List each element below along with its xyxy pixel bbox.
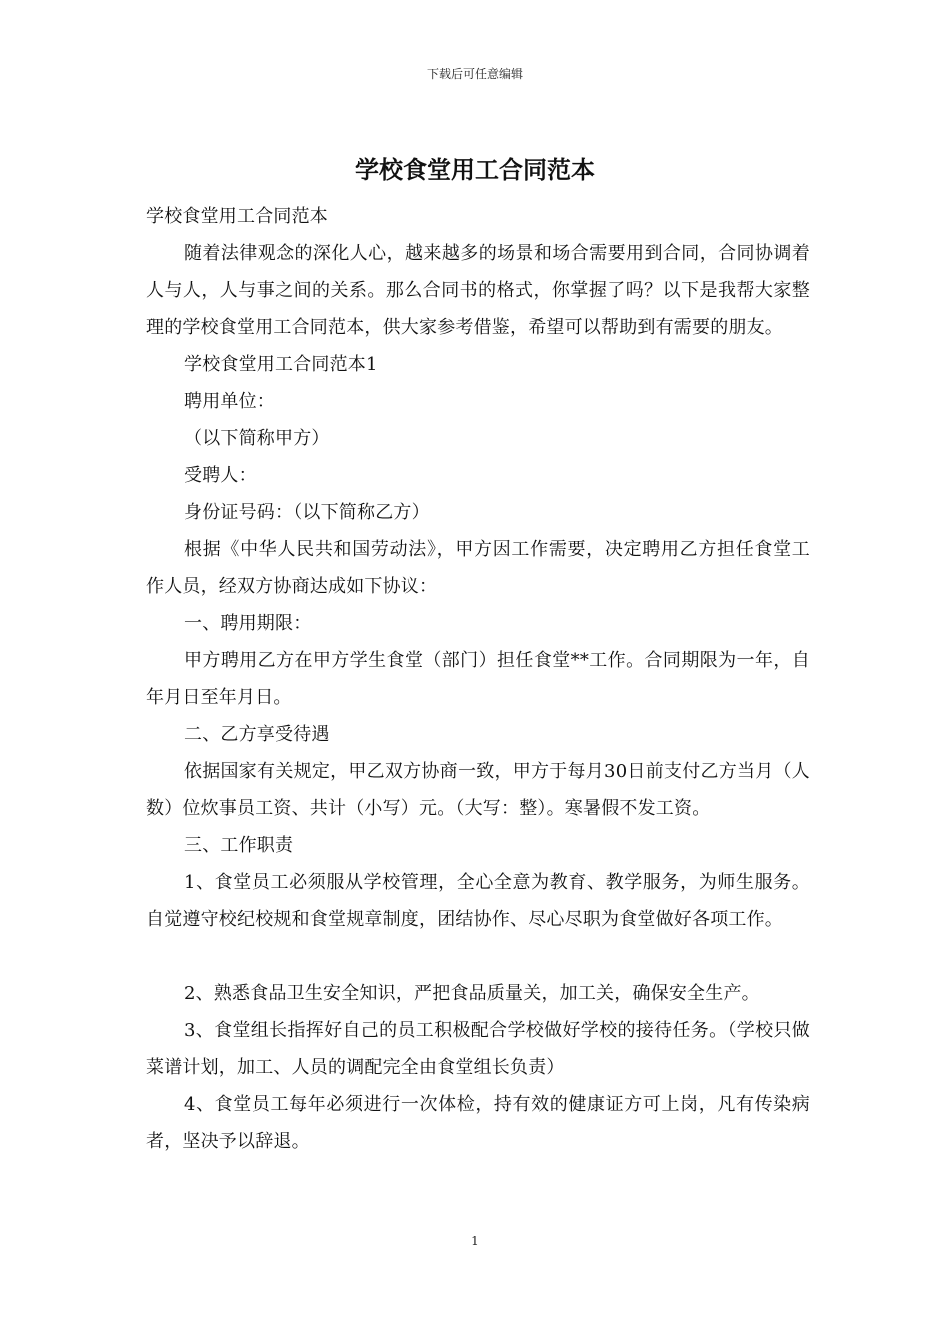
employer-field: 聘用单位： bbox=[184, 391, 275, 412]
document-body bbox=[146, 198, 810, 1160]
contract-heading: 学校食堂用工合同范本1 bbox=[184, 354, 378, 375]
document-title: 学校食堂用工合同范本 bbox=[355, 155, 595, 184]
blank-line bbox=[146, 938, 810, 975]
page-number: 1 bbox=[471, 1234, 479, 1248]
duty-item-1: 1、食堂员工必须服从学校管理，全心全意为教育、教学服务，为师生服务。自觉遵守校纪校规和食堂规章制度，团结协作、尽心尽职为食堂做好各项工作。 bbox=[146, 872, 810, 930]
employee-field: 受聘人： bbox=[184, 465, 257, 486]
duty-item-3: 3、食堂组长指挥好自己的员工积极配合学校做好学校的接待任务。（学校只做菜谱计划，加工、人员的调配完全由食堂组长负责） bbox=[146, 1020, 810, 1078]
subtitle-line: 学校食堂用工合同范本 bbox=[146, 206, 328, 227]
agreement-basis-paragraph: 根据《中华人民共和国劳动法》，甲方因工作需要，决定聘用乙方担任食堂工作人员，经双方协商达成如下协议： bbox=[146, 539, 810, 597]
duty-item-2: 2、熟悉食品卫生安全知识，严把食品质量关，加工关，确保安全生产。 bbox=[184, 983, 760, 1004]
section-heading-term: 一、聘用期限： bbox=[184, 613, 312, 634]
benefits-paragraph: 依据国家有关规定，甲乙双方协商一致，甲方于每月30日前支付乙方当月（人数）位炊事员工资、共计（小写）元。（大写：整）。寒暑假不发工资。 bbox=[146, 761, 810, 819]
term-paragraph: 甲方聘用乙方在甲方学生食堂（部门）担任食堂**工作。合同期限为一年，自年月日至年月日。 bbox=[146, 650, 810, 708]
duty-item-4: 4、食堂员工每年必须进行一次体检，持有效的健康证方可上岗，凡有传染病者，坚决予以辞退。 bbox=[146, 1094, 810, 1152]
employer-note: （以下简称甲方） bbox=[184, 428, 330, 449]
section-heading-benefits: 二、乙方享受待遇 bbox=[184, 724, 330, 745]
id-number-field: 身份证号码：（以下简称乙方） bbox=[184, 502, 430, 523]
intro-paragraph: 随着法律观念的深化人心，越来越多的场景和场合需要用到合同，合同协调着人与人，人与事之间的关系。那么合同书的格式，你掌握了吗？以下是我帮大家整理的学校食堂用工合同范本，供大家参考借鉴，希望可以帮助到有需要的朋友。 bbox=[146, 243, 810, 338]
header-note: 下载后可任意编辑 bbox=[426, 67, 523, 81]
section-heading-duties: 三、工作职责 bbox=[184, 835, 294, 856]
